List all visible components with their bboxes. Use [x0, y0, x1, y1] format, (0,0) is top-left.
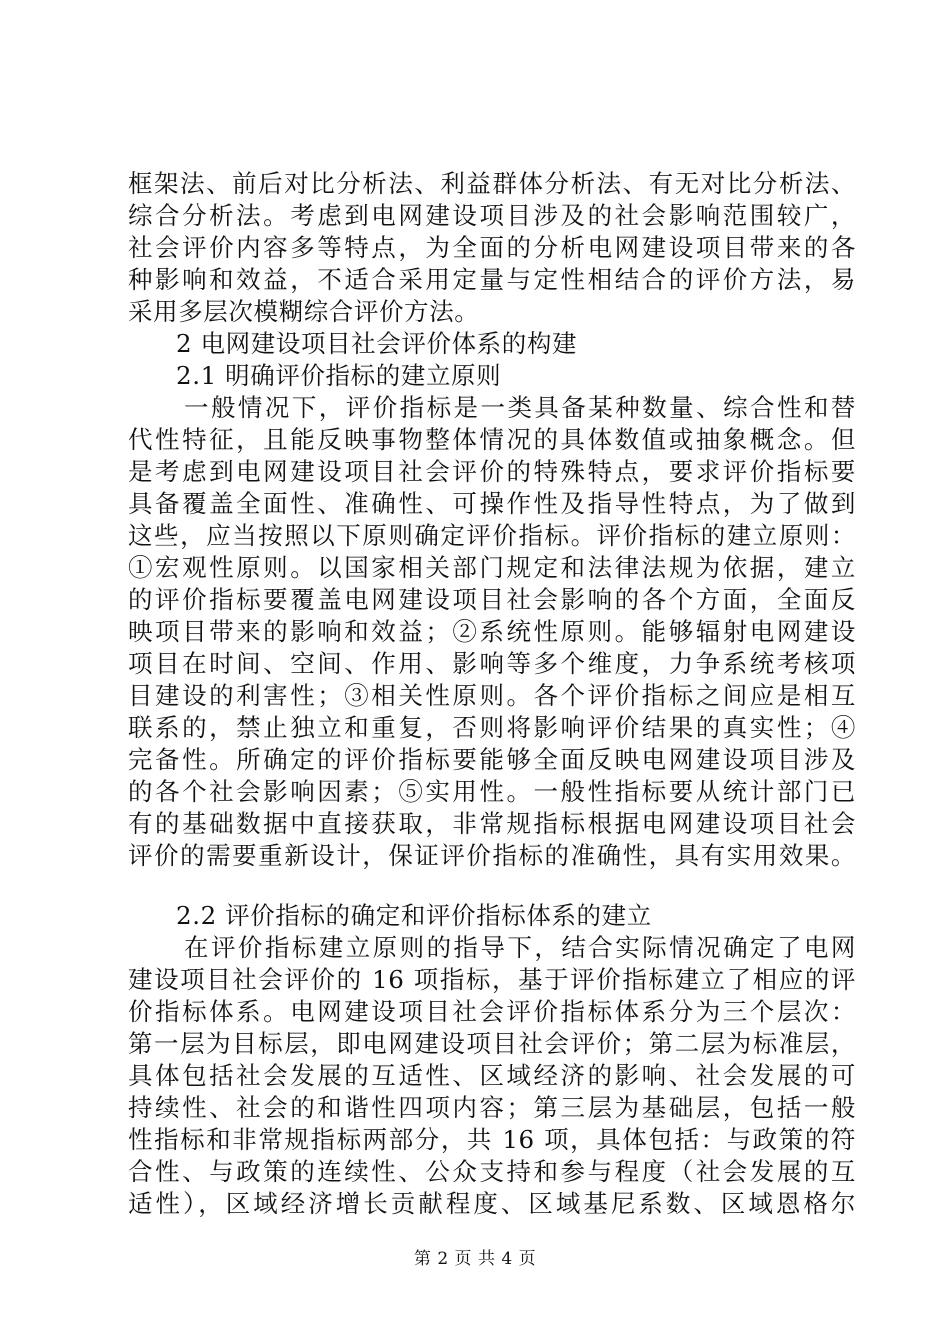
text-line: 适性），区域经济增长贡献程度、区域基尼系数、区域恩格尔: [128, 1189, 856, 1218]
text-line: 性指标和非常规指标两部分，共 16 项，具体包括：与政策的符: [128, 1125, 856, 1154]
page-number-footer: 第 2 页 共 4 页: [413, 1249, 537, 1269]
text-line: 第一层为目标层，即电网建设项目社会评价；第二层为标准层，: [128, 1029, 856, 1058]
text-line: 有的基础数据中直接获取，非常规指标根据电网建设项目社会: [128, 809, 856, 838]
text-line: ①宏观性原则。以国家相关部门规定和法律法规为依据，建立: [128, 553, 856, 582]
text-line: 是考虑到电网建设项目社会评价的特殊特点，要求评价指标要: [128, 457, 856, 486]
document-body: [128, 168, 856, 1220]
section-heading-2-2: 2.2 评价指标的确定和评价指标体系的建立: [176, 901, 652, 930]
text-line: 社会评价内容多等特点，为全面的分析电网建设项目带来的各: [128, 233, 856, 262]
text-line: 映项目带来的影响和效益；②系统性原则。能够辐射电网建设: [128, 617, 856, 646]
section-heading-2-1: 2.1 明确评价指标的建立原则: [176, 361, 502, 390]
text-line: 代性特征，且能反映事物整体情况的具体数值或抽象概念。但: [128, 425, 856, 454]
text-line: 建设项目社会评价的 16 项指标，基于评价指标建立了相应的评: [128, 965, 856, 994]
paragraph-principles: [128, 392, 856, 872]
text-line: 合性、与政策的连续性、公众支持和参与程度（社会发展的互: [128, 1157, 856, 1186]
text-line: 采用多层次模糊综合评价方法。: [128, 297, 480, 326]
text-line: 具体包括社会发展的互适性、区域经济的影响、社会发展的可: [128, 1061, 856, 1090]
text-line: 完备性。所确定的评价指标要能够全面反映电网建设项目涉及: [128, 745, 856, 774]
text-line: 项目在时间、空间、作用、影响等多个维度，力争系统考核项: [128, 649, 856, 678]
paragraph-methods: [128, 168, 856, 328]
text-line: 综合分析法。考虑到电网建设项目涉及的社会影响范围较广，: [128, 201, 856, 230]
section-heading-2: 2 电网建设项目社会评价体系的构建: [176, 329, 578, 358]
text-line: 持续性、社会的和谐性四项内容；第三层为基础层，包括一般: [128, 1093, 856, 1122]
text-line: 评价的需要重新设计，保证评价指标的准确性，具有实用效果。: [128, 841, 856, 870]
text-line: 种影响和效益，不适合采用定量与定性相结合的评价方法，易: [128, 265, 856, 294]
paragraph-indicator-system: [128, 932, 856, 1220]
paragraph-spacer: [128, 872, 856, 900]
text-line: 这些，应当按照以下原则确定评价指标。评价指标的建立原则：: [128, 521, 856, 550]
text-line: 目建设的利害性；③相关性原则。各个评价指标之间应是相互: [128, 681, 856, 710]
text-line: 联系的，禁止独立和重复，否则将影响评价结果的真实性；④: [128, 713, 856, 742]
text-line: 框架法、前后对比分析法、利益群体分析法、有无对比分析法、: [128, 169, 856, 198]
text-line: 一般情况下，评价指标是一类具备某种数量、综合性和替: [184, 393, 856, 422]
text-line: 的评价指标要覆盖电网建设项目社会影响的各个方面，全面反: [128, 585, 856, 614]
text-line: 在评价指标建立原则的指导下，结合实际情况确定了电网: [184, 933, 856, 962]
text-line: 的各个社会影响因素；⑤实用性。一般性指标要从统计部门已: [128, 777, 856, 806]
text-line: 价指标体系。电网建设项目社会评价指标体系分为三个层次：: [128, 997, 856, 1026]
text-line: 具备覆盖全面性、准确性、可操作性及指导性特点，为了做到: [128, 489, 856, 518]
